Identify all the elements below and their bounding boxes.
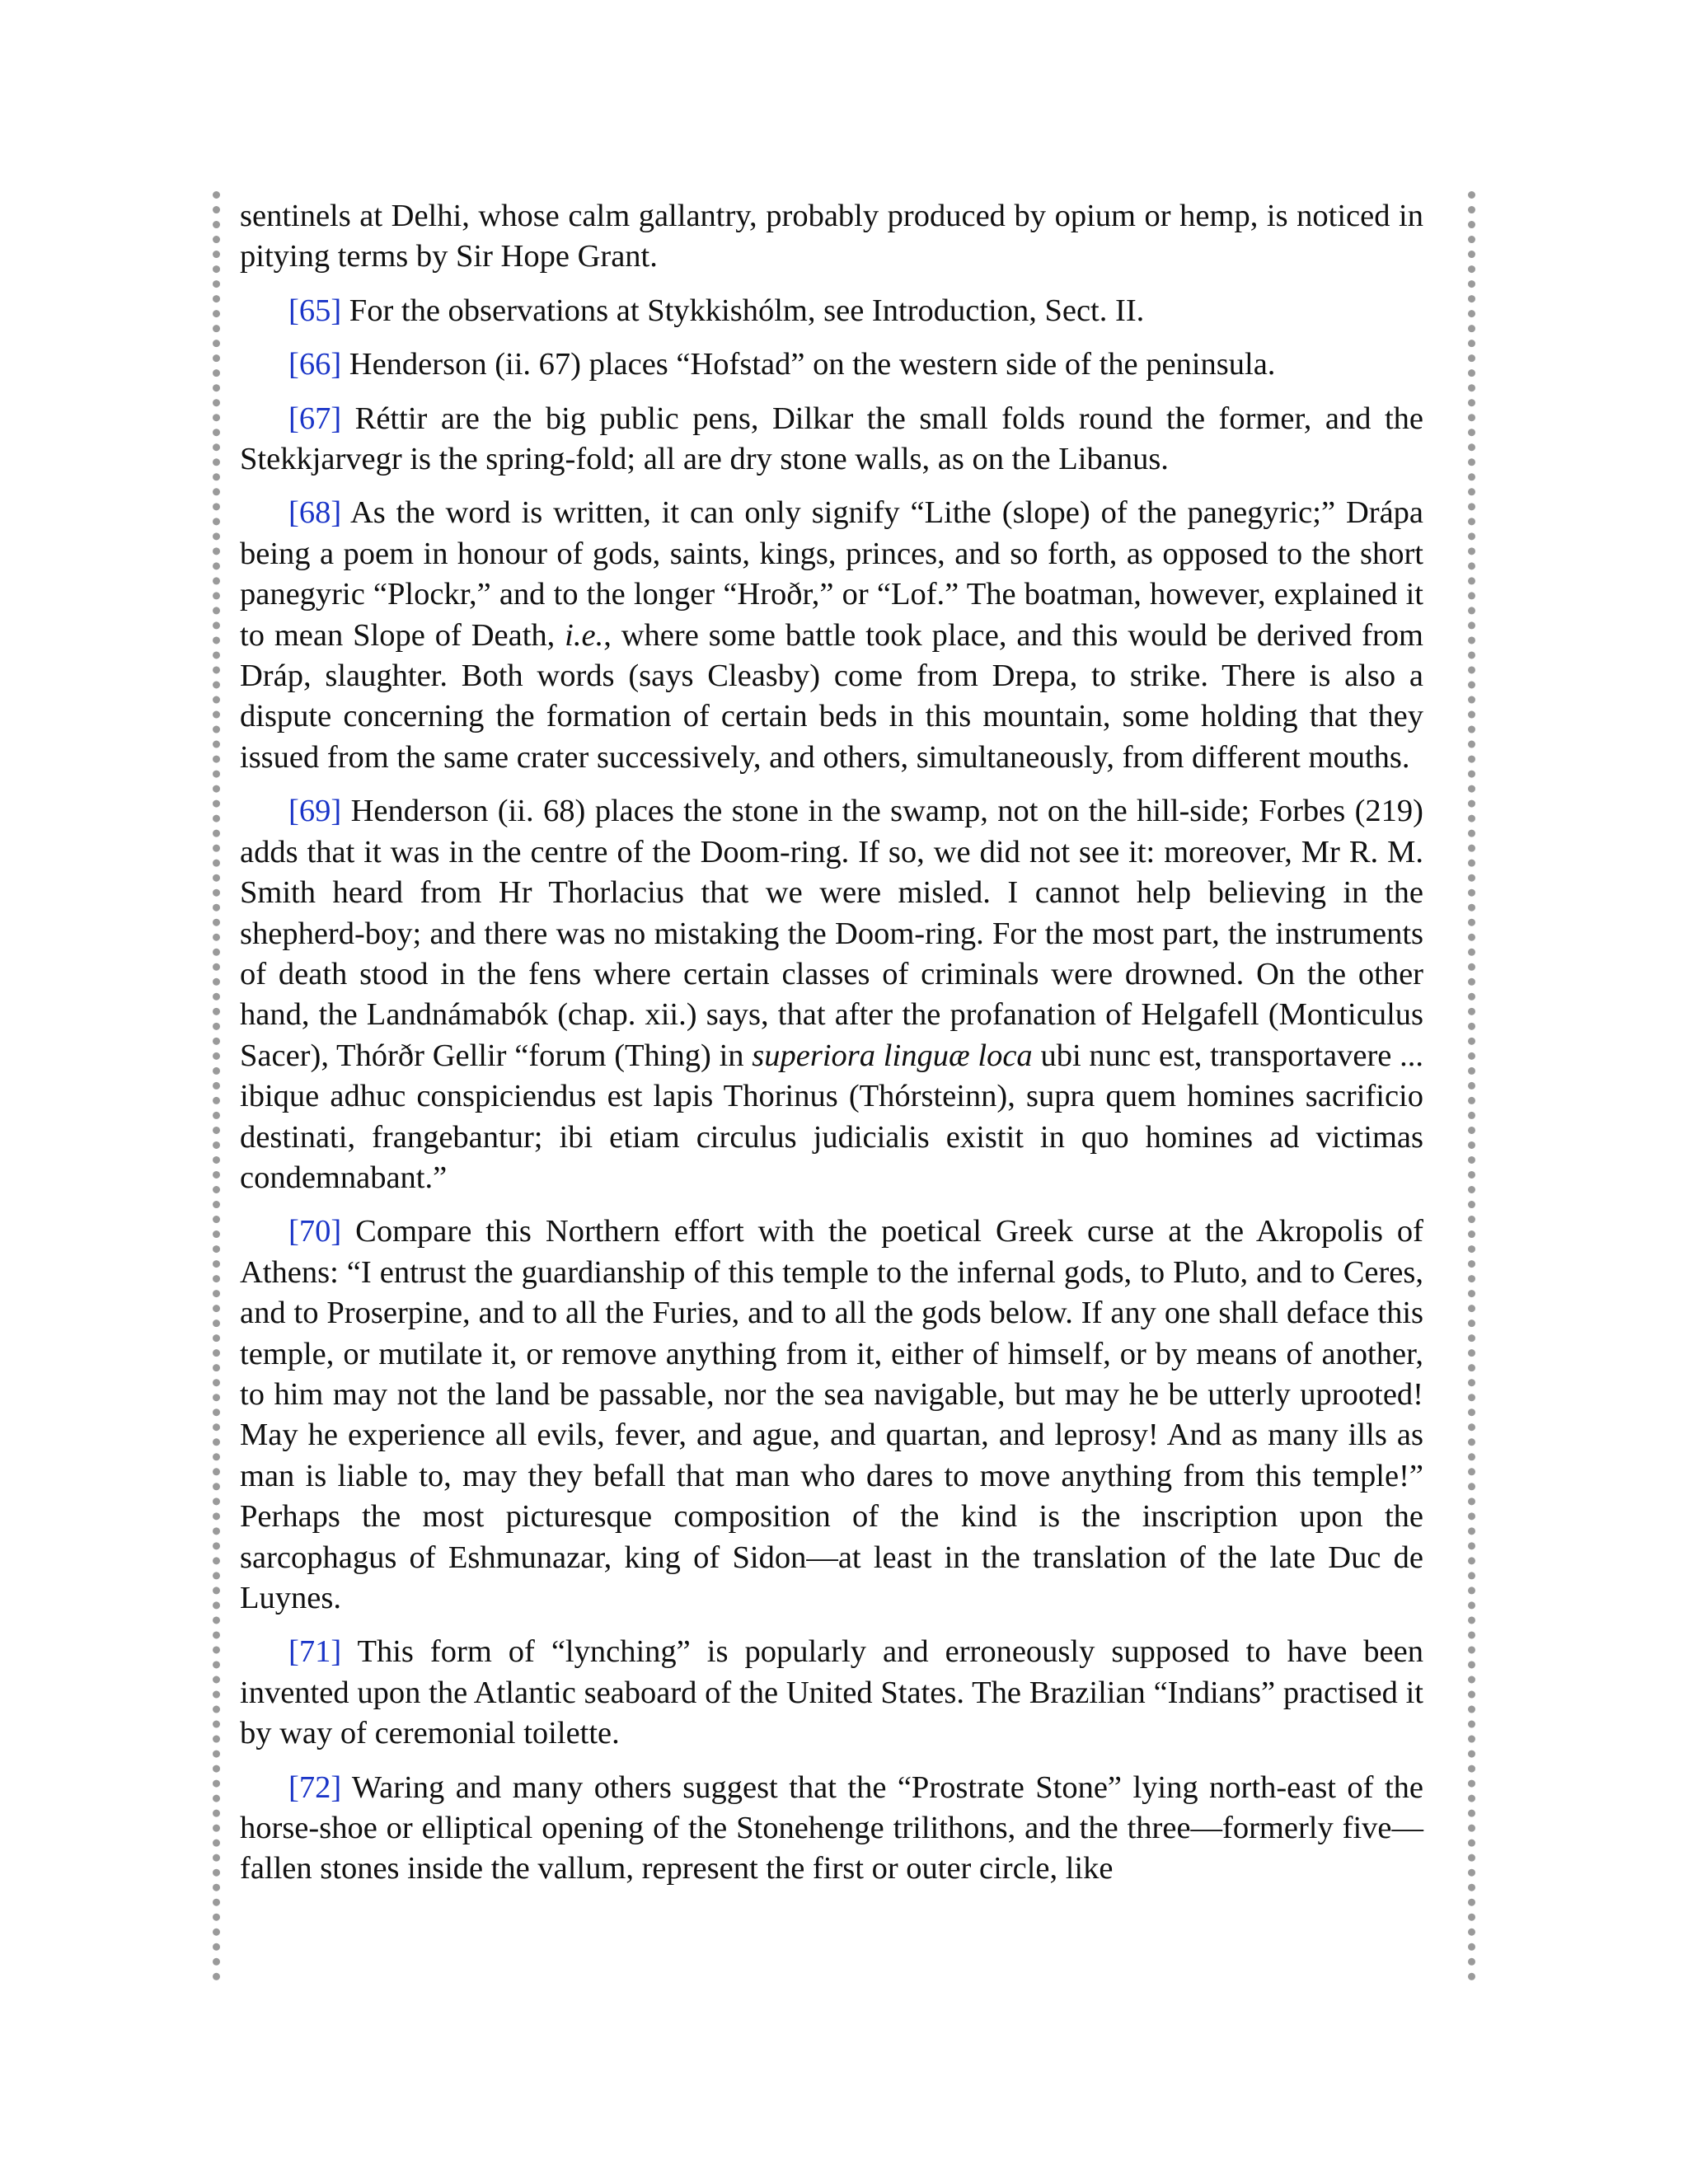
- footnote-text: Réttir are the big public pens, Dilkar the small folds round the former, and the Stekkjarvegr is the spring-fold; all are dry stone walls, as on the Libanus.: [240, 401, 1423, 477]
- footnote-71: [240, 1632, 1423, 1754]
- footnote-text: As the word is written, it can only signify “Lithe (slope) of the panegyric;” Drápa being a poem in honour of gods, saints, kings, princes, and so forth, as opposed to the short panegyric “Plockr,” and to the longer “Hroðr,” or “Lof.” The boatman, however, explained it to mean Slope of Death,: [240, 495, 1423, 653]
- footnote-text: Compare this Northern effort with the poetical Greek curse at the Akropolis of Athens: “I entrust the guardianship of this temple to the infernal gods, to Pluto, and to Ceres, and to Proserpine, and to all the Furies, and to all the gods below. If any one shall deface this temple, or mutilate it, or remove anything from it, either of himself, or by means of another, to him may not the land be passable, nor the sea navigable, but may he be utterly uprooted! May he experience all evils, fever, and ague, and quartan, and leprosy! And as many ills as man is liable to, may they befall that man who dares to move anything from this temple!” Perhaps the most picturesque composition of the kind is the inscription upon the sarcophagus of Eshmunazar, king of Sidon—at least in the translation of the late Duc de Luynes.: [240, 1214, 1423, 1615]
- footnote-72: [240, 1768, 1423, 1890]
- continuation-paragraph: sentinels at Delhi, whose calm gallantry, probably produced by opium or hemp, is noticed in pitying terms by Sir Hope Grant.: [240, 199, 1423, 274]
- footnote-68: [240, 493, 1423, 778]
- footnote-ref-68[interactable]: [68]: [288, 495, 342, 531]
- footnotes-body: [240, 196, 1423, 1903]
- footnote-italic: superiora linguæ loca: [752, 1038, 1033, 1073]
- footnote-66: [240, 344, 1423, 385]
- footnote-ref-69[interactable]: [69]: [288, 794, 342, 829]
- footnote-ref-72[interactable]: [72]: [288, 1769, 342, 1805]
- footnote-65: [240, 291, 1423, 331]
- footnote-ref-70[interactable]: [70]: [288, 1214, 342, 1249]
- footnote-text: Henderson (ii. 68) places the stone in the swamp, not on the hill-side; Forbes (219) adds that it was in the centre of the Doom-ring. If so, we did not see it: moreover, Mr R. M. Smith heard from Hr Thorlacius that we were misled. I cannot help believing in the shepherd-boy; and there was no mistaking the Doom-ring. For the most part, the instruments of death stood in the fens where certain classes of criminals were drowned. On the other hand, the Landnámabók (chap. xii.) says, that after the profanation of Helgafell (Monticulus Sacer), Thórðr Gellir “forum (Thing) in: [240, 794, 1424, 1073]
- footnote-70: [240, 1212, 1423, 1619]
- footnote-text: For the observations at Stykkishólm, see Introduction, Sect. II.: [349, 293, 1145, 328]
- footnote-text: This form of “lynching” is popularly and erroneously supposed to have been invented upon the Atlantic seaboard of the United States. The Brazilian “Indians” practised it by way of ceremonial toilette.: [240, 1634, 1423, 1751]
- footnote-text: ubi nunc est, transportavere ... ibique adhuc conspiciendus est lapis Thorinus (Thórsteinn), supra quem homines sacrificio destinati, frangebantur; ibi etiam circulus judicialis existit in quo homines ad victimas condemnabant.”: [240, 1038, 1423, 1195]
- footnote-text: , where some battle took place, and this would be derived from Dráp, slaughter. Both words (says Cleasby) come from Drepa, to strike. There is also a dispute concerning the formation of certain beds in this mountain, some holding that they issued from the same crater successively, and others, simultaneously, from different mouths.: [240, 617, 1424, 775]
- footnote-ref-71[interactable]: [71]: [288, 1634, 342, 1670]
- footnote-text: Henderson (ii. 67) places “Hofstad” on the western side of the peninsula.: [349, 347, 1276, 382]
- footnote-ref-67[interactable]: [67]: [288, 401, 342, 436]
- footnote-text: Waring and many others suggest that the “Prostrate Stone” lying north-east of the horse-shoe or elliptical opening of the Stonehenge trilithons, and the three—formerly five—fallen stones inside the vallum, represent the first or outer circle, like: [240, 1769, 1423, 1886]
- footnote-67: [240, 399, 1423, 480]
- footnote-ref-66[interactable]: [66]: [288, 347, 342, 382]
- footnote-69: [240, 791, 1423, 1198]
- footnote-ref-65[interactable]: [65]: [288, 293, 342, 328]
- footnote-italic: i.e.: [565, 617, 604, 653]
